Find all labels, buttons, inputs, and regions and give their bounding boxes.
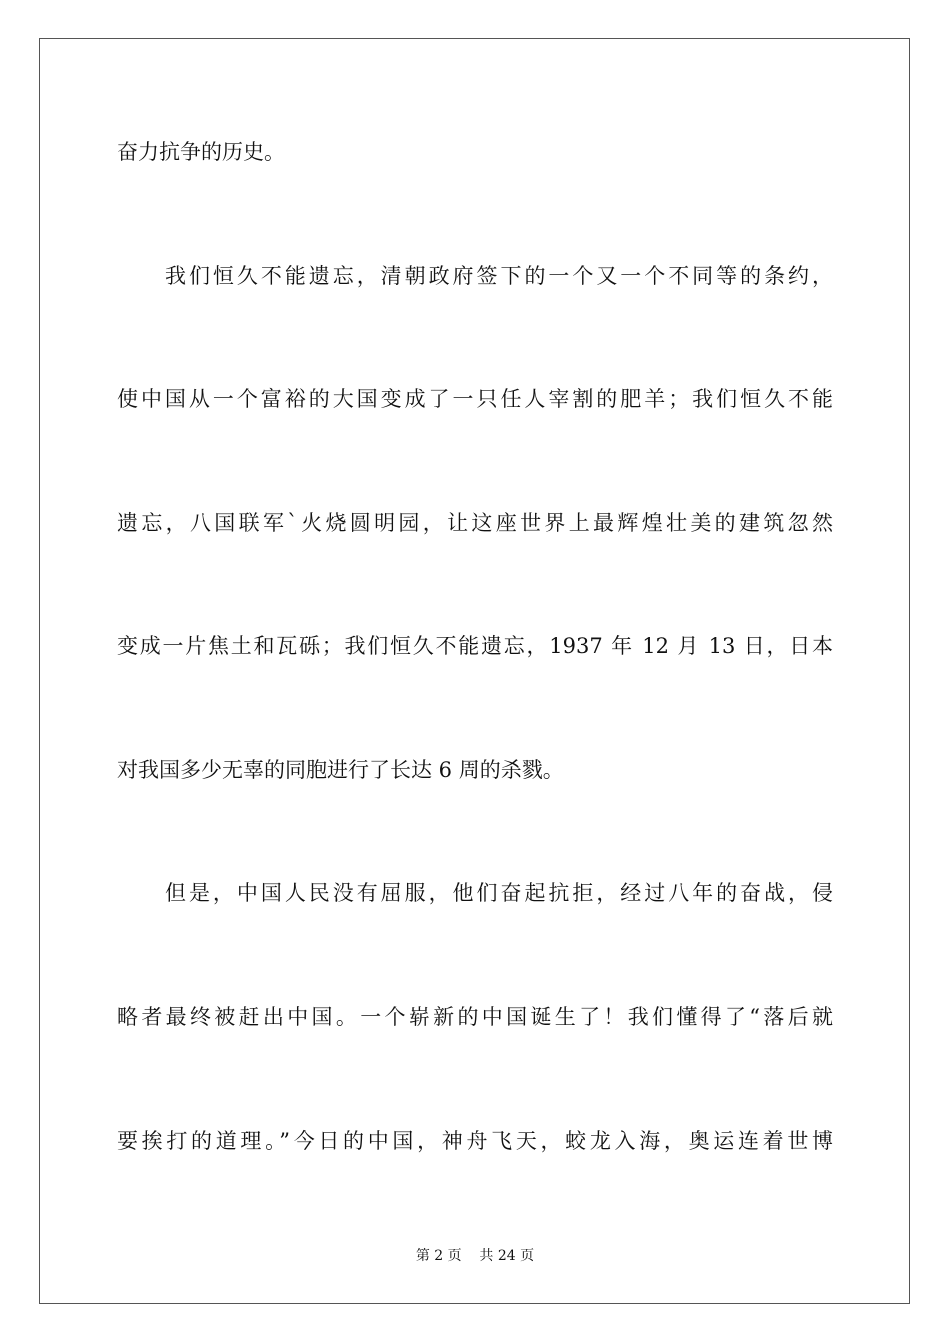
- text-line: 使中国从一个富裕的大国变成了一只任人宰割的肥羊；我们恒久不能: [117, 387, 833, 411]
- text-line: 要挨打的道理。”今日的中国，神舟飞天，蛟龙入海，奥运连着世博: [117, 1129, 833, 1153]
- text-line: 但是，中国人民没有屈服，他们奋起抗拒，经过八年的奋战，侵: [165, 881, 833, 905]
- text-line: 对我国多少无辜的同胞进行了长达 6 周的杀戮。: [117, 758, 564, 782]
- page-border: [39, 38, 910, 1304]
- text-line: 我们恒久不能遗忘，清朝政府签下的一个又一个不同等的条约，: [165, 264, 833, 288]
- text-line: 略者最终被赶出中国。一个崭新的中国诞生了！我们懂得了“落后就: [117, 1005, 833, 1029]
- page-footer: 第 2 页 共 24 页: [415, 1248, 535, 1264]
- text-line: 奋力抗争的历史。: [117, 140, 285, 164]
- text-line: 遗忘，八国联军`火烧圆明园，让这座世界上最辉煌壮美的建筑忽然: [117, 511, 833, 535]
- text-line: 变成一片焦土和瓦砾；我们恒久不能遗忘，1937 年 12 月 13 日，日本: [117, 634, 833, 658]
